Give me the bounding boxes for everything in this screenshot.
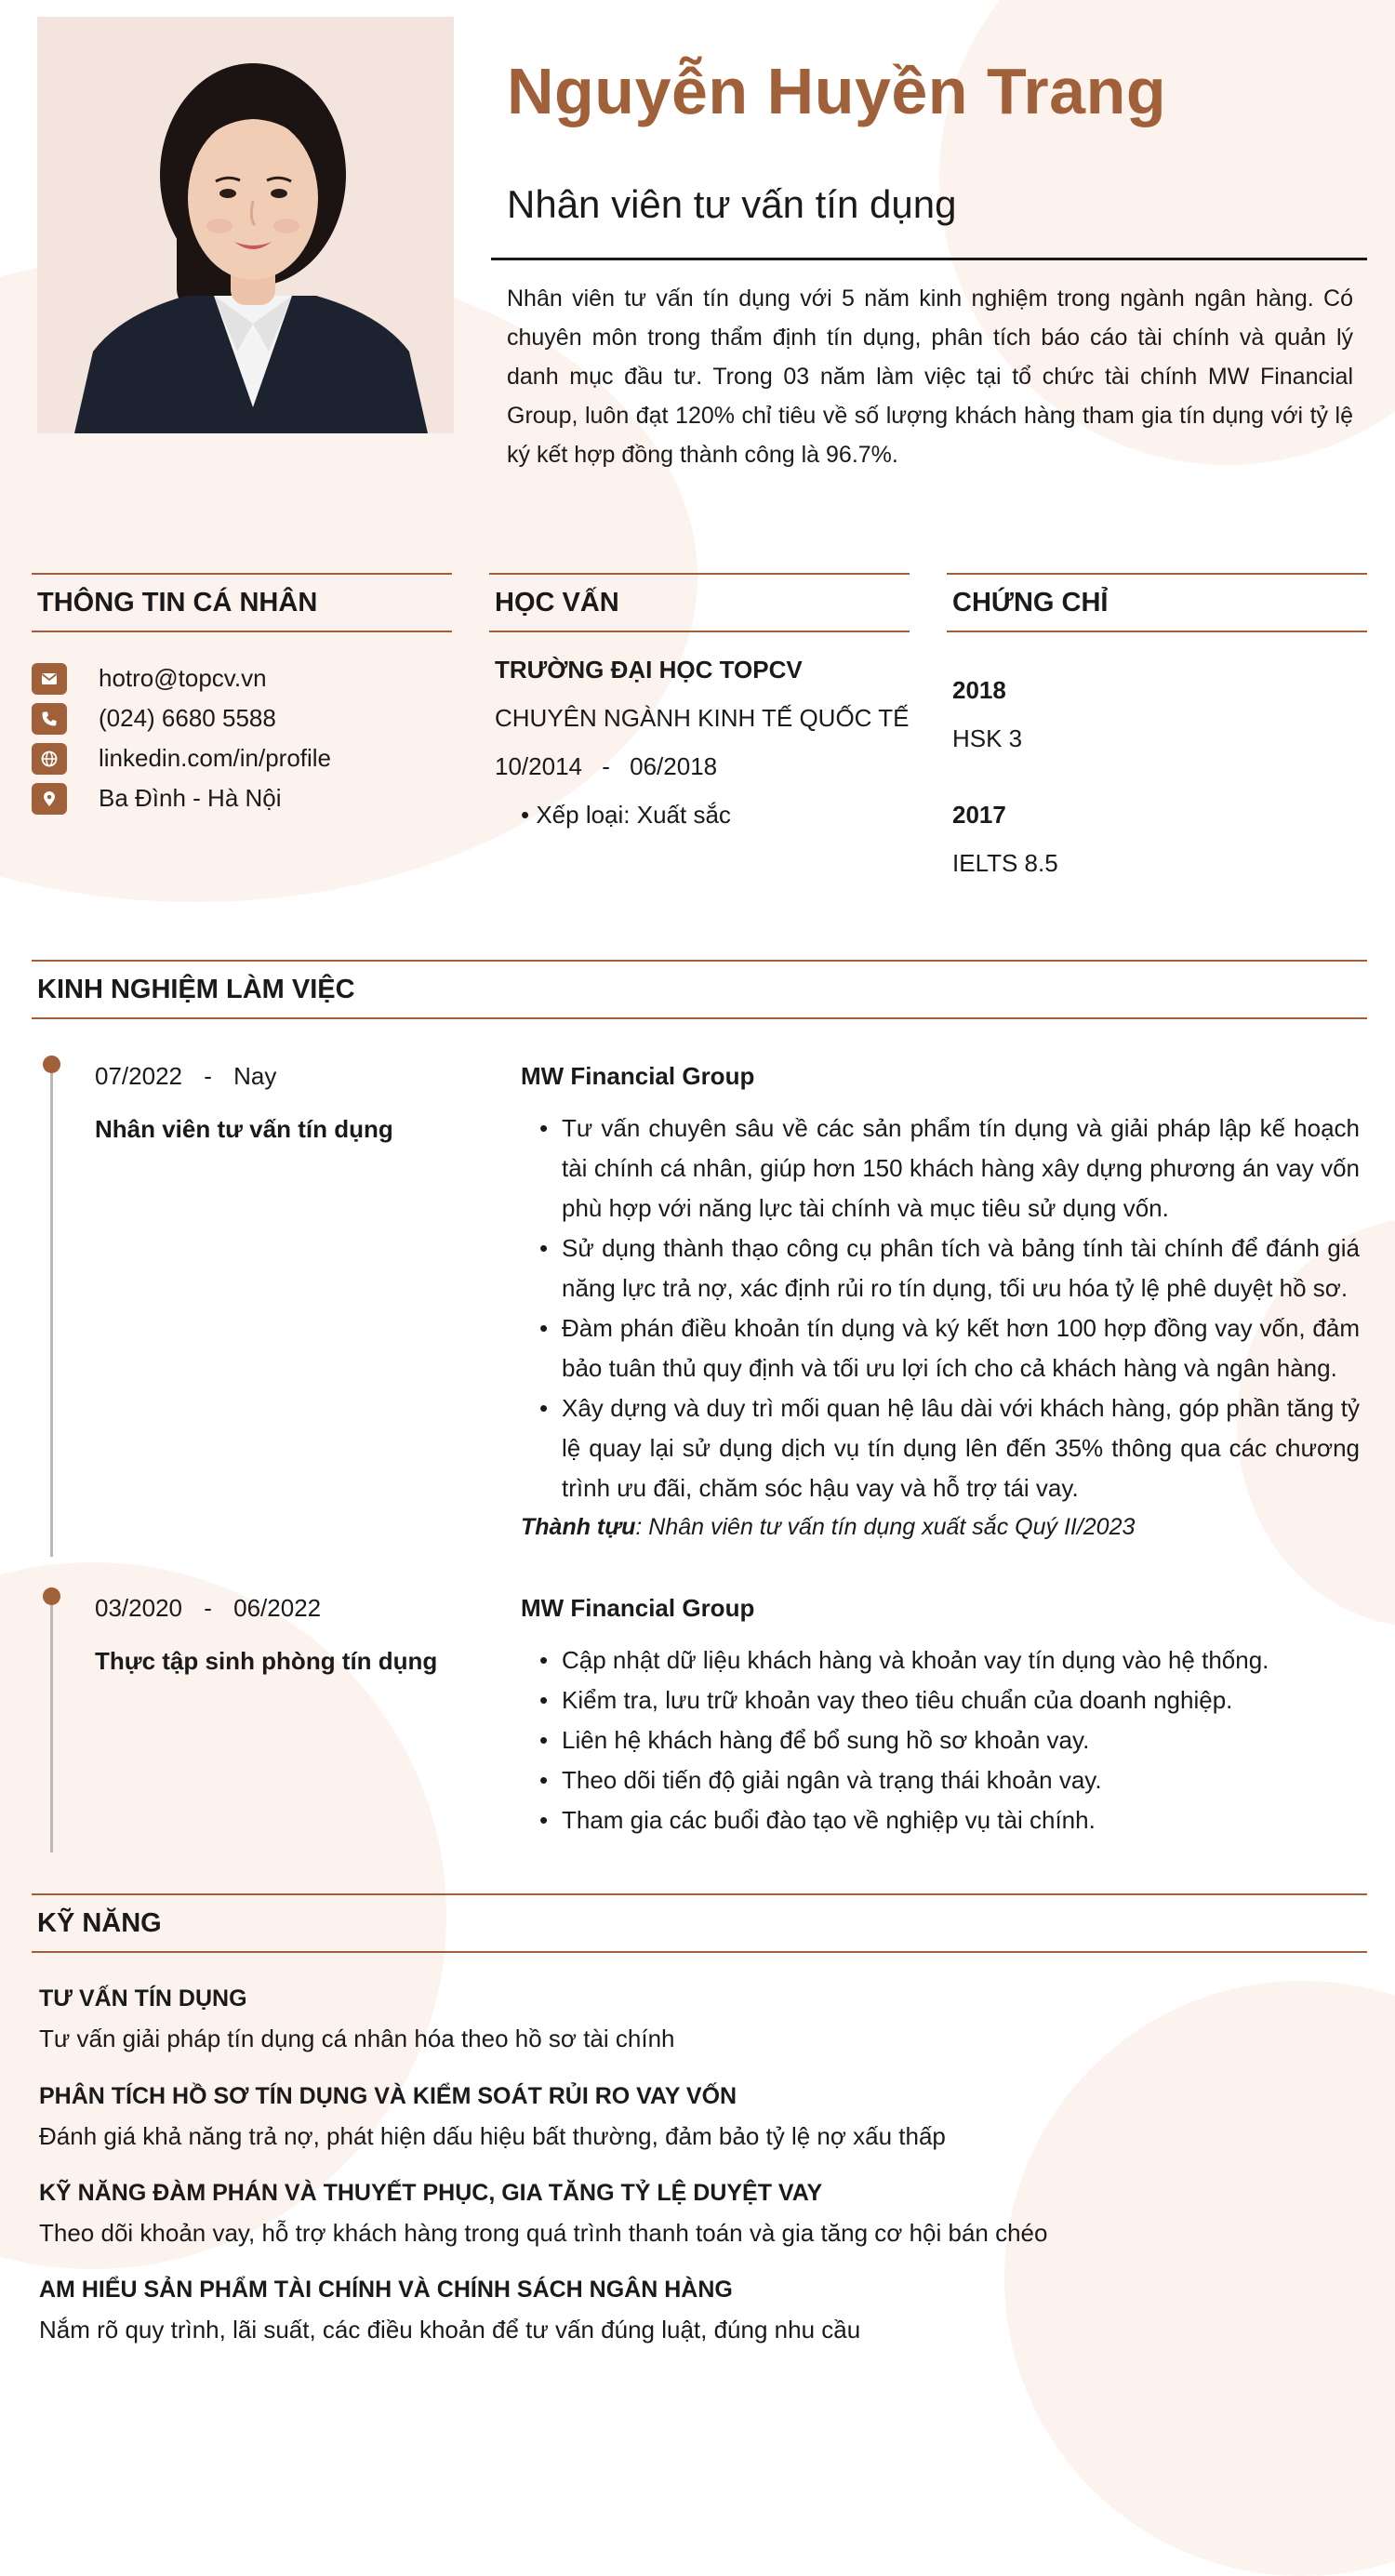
experience-bullet: • Xây dựng và duy trì mối quan hệ lâu dài với khách hàng, góp phần tăng tỷ lệ quay lại sử dụng dịch vụ tín dụng lên đến 35% thông qua các chương trình ưu đãi, chăm sóc hậu vay và hỗ trợ tái vay. — [539, 1388, 1360, 1508]
skill-item — [39, 2270, 1360, 2350]
skill-name: AM HIỂU SẢN PHẨM TÀI CHÍNH VÀ CHÍNH SÁCH NGÂN HÀNG — [39, 2277, 733, 2303]
skill-item — [39, 1979, 1360, 2059]
experience-role: Thực tập sinh phòng tín dụng — [95, 1647, 438, 1675]
experience-company: MW Financial Group — [521, 1594, 755, 1622]
timeline-line — [50, 1064, 53, 1557]
certificate-year: 2017 — [952, 801, 1006, 829]
certificate-name: HSK 3 — [952, 724, 1023, 752]
contact-address — [32, 778, 331, 818]
education-end: 06/2018 — [630, 752, 718, 780]
contact-linkedin[interactable] — [32, 738, 331, 778]
portrait-illustration — [37, 17, 454, 433]
skill-name: KỸ NĂNG ĐÀM PHÁN VÀ THUYẾT PHỤC, GIA TĂNG TỶ LỆ DUYỆT VAY — [39, 2180, 823, 2206]
education-entry — [495, 657, 913, 839]
education-start: 10/2014 — [495, 752, 582, 780]
contact-email[interactable] — [32, 658, 331, 698]
experience-period — [95, 1594, 321, 1623]
experience-bullet: • Liên hệ khách hàng để bổ sung hồ sơ khoản vay. — [539, 1720, 1360, 1760]
experience-bullet: • Kiểm tra, lưu trữ khoản vay theo tiêu chuẩn của doanh nghiệp. — [539, 1680, 1360, 1720]
section-heading-experience: KINH NGHIỆM LÀM VIỆC — [32, 960, 1367, 1019]
skill-item — [39, 2077, 1360, 2157]
candidate-name: Nguyễn Huyền Trang — [507, 55, 1167, 127]
experience-period — [95, 1062, 276, 1091]
education-note-text: Xếp loại: Xuất sắc — [536, 801, 731, 829]
section-heading-education: HỌC VẤN — [489, 573, 910, 632]
contact-linkedin-text: linkedin.com/in/profile — [99, 744, 332, 772]
experience-start: 03/2020 — [95, 1594, 182, 1622]
experience-achievement — [521, 1514, 1135, 1541]
education-note: • Xếp loại: Xuất sắc — [521, 801, 731, 829]
skill-item — [39, 2173, 1360, 2253]
experience-start: 07/2022 — [95, 1062, 182, 1090]
phone-icon — [32, 703, 67, 735]
experience-separator: - — [204, 1062, 212, 1090]
experience-bullet: • Đàm phán điều khoản tín dụng và ký kết hơn 100 hợp đồng vay vốn, đảm bảo tuân thủ quy định và tối ưu lợi ích cho cả khách hàng và ngân hàng. — [539, 1308, 1360, 1388]
experience-bullets — [539, 1109, 1360, 1508]
section-heading-personal-info: THÔNG TIN CÁ NHÂN — [32, 573, 452, 632]
experience-bullet: • Tư vấn chuyên sâu về các sản phẩm tín dụng và giải pháp lập kế hoạch tài chính cá nhân, giúp hơn 150 khách hàng xây dựng phương án vay vốn phù hợp với năng lực tài chính và mục tiêu sử dụng vốn. — [539, 1109, 1360, 1228]
timeline-dot — [43, 1587, 60, 1605]
section-heading-certificates: CHỨNG CHỈ — [947, 573, 1367, 632]
experience-bullet: • Tham gia các buổi đào tạo về nghiệp vụ tài chính. — [539, 1800, 1360, 1840]
contact-list — [32, 658, 331, 818]
location-pin-icon — [32, 783, 67, 815]
section-heading-skills: KỸ NĂNG — [32, 1893, 1367, 1953]
skill-description: Theo dõi khoản vay, hỗ trợ khách hàng trong quá trình thanh toán và gia tăng cơ hội bán chéo — [39, 2219, 1048, 2247]
globe-icon — [32, 743, 67, 775]
contact-address-text: Ba Đình - Hà Nội — [99, 784, 282, 812]
education-period — [495, 742, 913, 790]
timeline-dot — [43, 1056, 60, 1073]
skill-name: TƯ VẤN TÍN DỤNG — [39, 1985, 247, 2012]
experience-bullet: • Theo dõi tiến độ giải ngân và trạng thái khoản vay. — [539, 1760, 1360, 1800]
skill-description: Đánh giá khả năng trả nợ, phát hiện dấu hiệu bất thường, đảm bảo tỷ lệ nợ xấu thấp — [39, 2122, 946, 2150]
experience-bullet: • Sử dụng thành thạo công cụ phân tích và bảng tính tài chính để đánh giá năng lực trả nợ, xác định rủi ro tín dụng, tối ưu hóa tỷ lệ phê duyệt hồ sơ. — [539, 1228, 1360, 1308]
skill-description: Nắm rõ quy trình, lãi suất, các điều khoản để tư vấn đúng luật, đúng nhu cầu — [39, 2316, 861, 2344]
experience-separator: - — [204, 1594, 212, 1622]
profile-summary: Nhân viên tư vấn tín dụng với 5 năm kinh nghiệm trong ngành ngân hàng. Có chuyên môn trong thẩm định tín dụng, phân tích báo cáo tài chính và quản lý danh mục đầu tư. Trong 03 năm làm việc tại tổ chức tài chính MW Financial Group, luôn đạt 120% chỉ tiêu về số lượng khách hàng tham gia tín dụng với tỷ lệ ký kết hợp đồng thành công là 96.7%. — [507, 285, 1353, 468]
contact-phone-text: (024) 6680 5588 — [99, 704, 276, 732]
experience-bullets — [539, 1640, 1360, 1840]
achievement-text: : Nhân viên tư vấn tín dụng xuất sắc Quý II/2023 — [635, 1514, 1136, 1540]
experience-company: MW Financial Group — [521, 1062, 755, 1090]
experience-end: Nay — [233, 1062, 277, 1090]
profile-photo — [37, 17, 454, 433]
skill-description: Tư vấn giải pháp tín dụng cá nhân hóa theo hồ sơ tài chính — [39, 2025, 675, 2052]
skill-name: PHÂN TÍCH HỒ SƠ TÍN DỤNG VÀ KIỂM SOÁT RỦI RO VAY VỐN — [39, 2083, 737, 2109]
header-divider — [491, 258, 1367, 260]
contact-phone[interactable] — [32, 698, 331, 738]
experience-role: Nhân viên tư vấn tín dụng — [95, 1115, 393, 1143]
timeline-line — [50, 1596, 53, 1852]
achievement-label: Thành tựu — [521, 1514, 636, 1540]
education-separator: - — [602, 752, 610, 780]
certificate-name: IELTS 8.5 — [952, 849, 1058, 877]
contact-email-text: hotro@topcv.vn — [99, 664, 267, 692]
certificate-year: 2018 — [952, 676, 1006, 704]
experience-bullet: • Cập nhật dữ liệu khách hàng và khoản vay tín dụng vào hệ thống. — [539, 1640, 1360, 1680]
certificates-list — [952, 666, 1362, 887]
education-major: CHUYÊN NGÀNH KINH TẾ QUỐC TẾ — [495, 704, 910, 732]
experience-end: 06/2022 — [233, 1594, 322, 1622]
email-icon — [32, 663, 67, 695]
job-title: Nhân viên tư vấn tín dụng — [507, 182, 957, 226]
education-school: TRƯỜNG ĐẠI HỌC TOPCV — [495, 656, 803, 684]
